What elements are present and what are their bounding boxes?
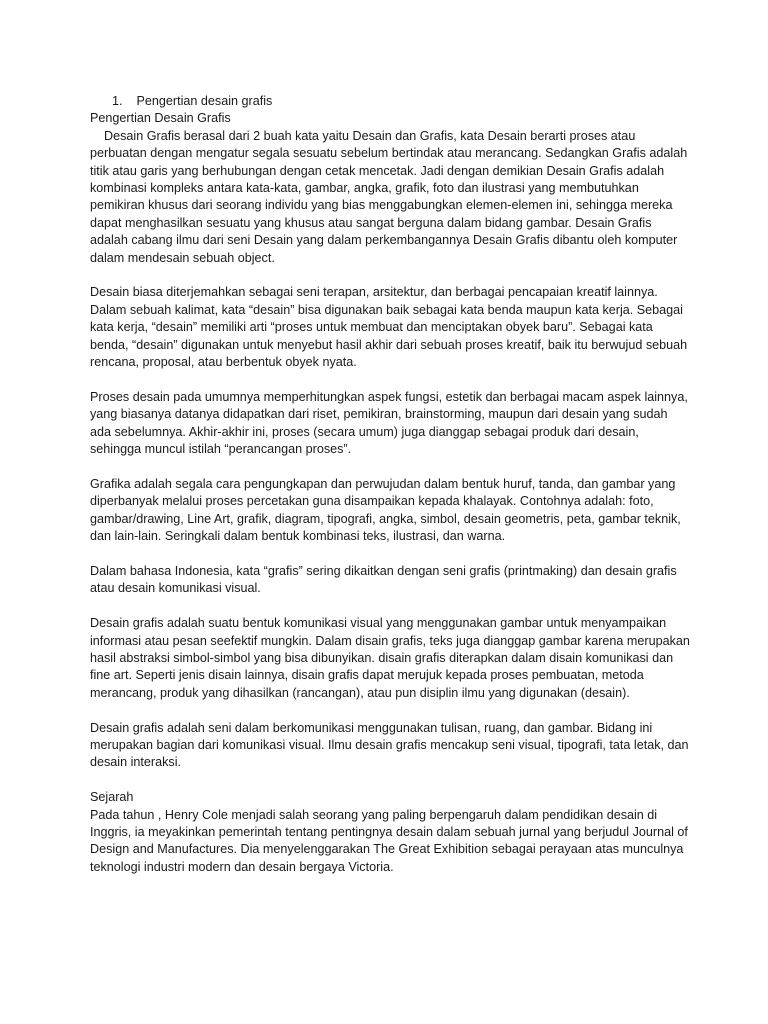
paragraph-3: Proses desain pada umumnya memperhitungkan aspek fungsi, estetik dan berbagai macam aspek lainnya, yang biasanya datanya didapatkan dari riset, pemikiran, brainstorming, maupun dari desain yang sudah ada sebelumnya. Akhir-akhir ini, proses (secara umum) juga dianggap sebagai produk dari desain, sehingga muncul istilah “perancangan proses”.: [90, 389, 688, 457]
numbered-heading: [112, 93, 690, 110]
paragraph-7: Desain grafis adalah seni dalam berkomunikasi menggunakan tulisan, ruang, dan gambar. Bidang ini merupakan bagian dari komunikasi visual. Ilmu desain grafis mencakup seni visual, tipografi, tata letak, dan desain interaksi.: [90, 720, 689, 770]
section-title-sejarah: Sejarah: [90, 790, 134, 805]
paragraph-6: Desain grafis adalah suatu bentuk komunikasi visual yang menggunakan gambar untuk menyampaikan informasi atau pesan seefektif mungkin. Dalam disain grafis, teks juga dianggap gambar karena merupakan hasil abstraksi simbol-simbol yang bisa dibunyikan. disain grafis diterapkan dalam disain komunikasi dan fine art. Seperti jenis disain lainnya, disain grafis dapat merujuk kepada proses pembuatan, metoda merancang, produk yang dihasilkan (rancangan), atau pun disiplin ilmu yang digunakan (desain).: [90, 616, 690, 700]
section-paragraph: Pada tahun , Henry Cole menjadi salah seorang yang paling berpengaruh dalam pendidikan desain di Inggris, ia meyakinkan pemerintah tentang pentingnya desain dalam sebuah jurnal yang berjudul Journal of Design and Manufactures. Dia menyelenggarakan The Great Exhibition sebagai perayaan atas munculnya teknologi industri modern dan desain bergaya Victoria.: [90, 807, 688, 874]
paragraph-4: Grafika adalah segala cara pengungkapan dan perwujudan dalam bentuk huruf, tanda, dan gambar yang diperbanyak melalui proses percetakan guna disampaikan kepada khalayak. Contohnya adalah: foto, gambar/drawing, Line Art, grafik, diagram, tipografi, angka, simbol, desain geometris, peta, gambar teknik, dan lain-lain. Seringkali dalam bentuk kombinasi teks, ilustrasi, dan warna.: [90, 476, 681, 544]
heading-number: 1.: [112, 94, 123, 108]
document-body: [90, 93, 690, 894]
paragraph-1: Desain Grafis berasal dari 2 buah kata yaitu Desain dan Grafis, kata Desain berarti proses atau perbuatan dengan mengatur segala sesuatu sebelum bertindak atau merancang. Sedangkan Grafis adalah titik atau garis yang berhubungan dengan cetak mencetak. Jadi dengan demikian Desain Grafis adalah kombinasi kompleks antara kata-kata, gambar, angka, grafik, foto dan ilustrasi yang membutuhkan pemikiran khusus dari seorang individu yang bias menggabungkan elemen-elemen ini, sehingga mereka dapat menghasilkan sesuatu yang khusus atau sangat berguna dalam bidang gambar. Desain Grafis adalah cabang ilmu dari seni Desain yang dalam perkembangannya Desain Grafis dibantu oleh komputer dalam mendesain sebuah object.: [90, 128, 688, 265]
paragraph-2: Desain biasa diterjemahkan sebagai seni terapan, arsitektur, dan berbagai pencapaian kreatif lainnya. Dalam sebuah kalimat, kata “desain” bisa digunakan baik sebagai kata benda maupun kata kerja. Sebagai kata kerja, “desain” memiliki arti “proses untuk membuat dan menciptakan obyek baru”. Sebagai kata benda, “desain” digunakan untuk menyebut hasil akhir dari sebuah proses kreatif, baik itu berwujud sebuah rencana, proposal, atau berbentuk obyek nyata.: [90, 285, 688, 370]
subheading: Pengertian Desain Grafis: [90, 111, 231, 126]
heading-text: Pengertian desain grafis: [136, 94, 273, 108]
paragraph-5: Dalam bahasa Indonesia, kata “grafis” sering dikaitkan dengan seni grafis (printmaking) dan desain grafis atau desain komunikasi visual.: [90, 563, 677, 596]
